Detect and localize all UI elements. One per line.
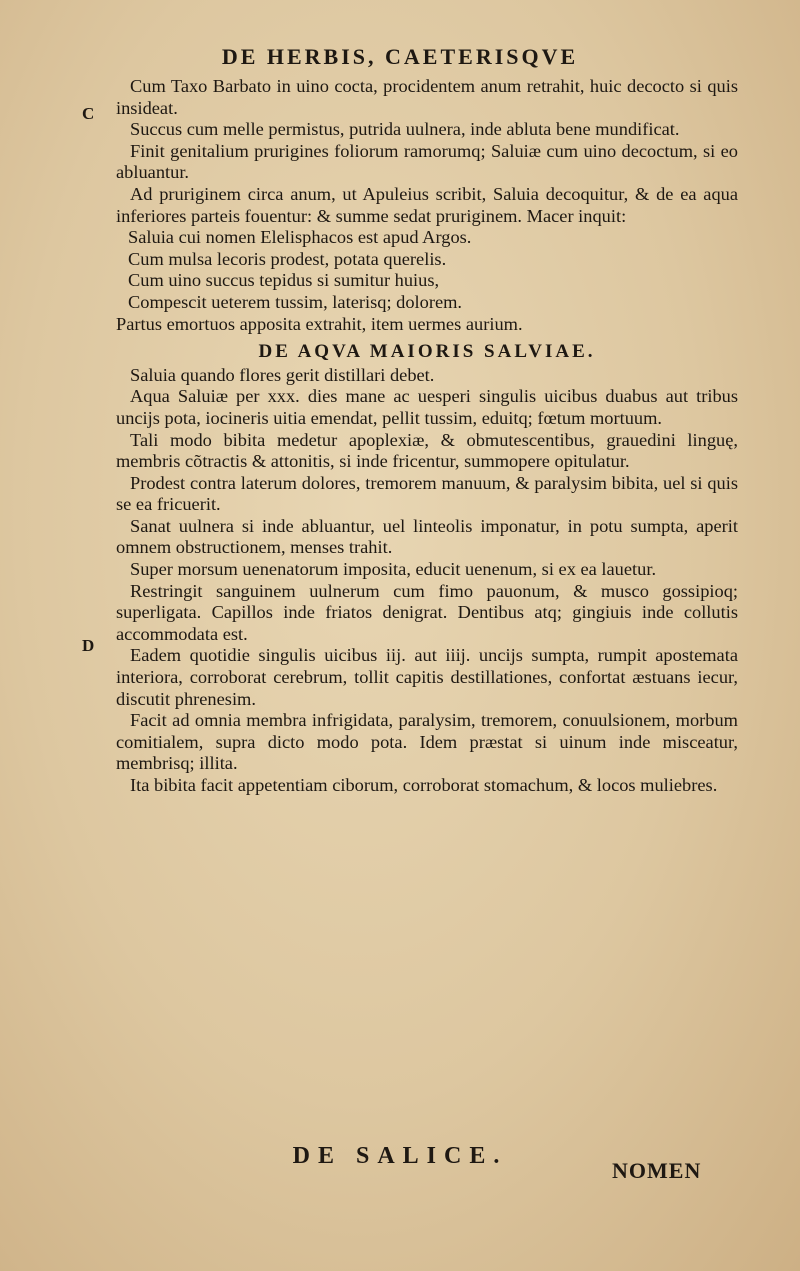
catchword: NOMEN [612,1158,702,1183]
paragraph: Tali modo bibita medetur apoplexiæ, & obmutescentibus, grauedini linguę, membris cõtractis & attonitis, si inde fricentur, summopere opitulatur. [116,429,738,472]
paragraph: Ad pruriginem circa anum, ut Apuleius scribit, Saluia decoquitur, & de ea aqua inferiores parteis fouentur: & summe sedat pruriginem. Macer inquit: [116,183,738,226]
verse-line: Cum uino succus tepidus si sumitur huius, [128,270,440,291]
paragraph: Prodest contra laterum dolores, tremorem manuum, & paralysim bibita, uel si quis se ea fricuerit. [116,472,738,515]
verse-line: Compescit ueterem tussim, laterisq; dolorem. [128,291,463,312]
paragraph: Aqua Saluiæ per xxx. dies mane ac uesperi singulis uicibus duabus aut tribus uncijs pota, iocineris uitia emendat, pellit tussim, eduitq; fœtum mortuum. [116,386,738,428]
running-head: DE HERBIS, CAETERISQVE [221,44,579,69]
text-after-heading [116,365,738,797]
margin-letter-d: D [82,636,95,655]
text-before-heading [116,76,738,335]
paragraph: Succus cum melle permistus, putrida uulnera, inde abluta bene mundificat. [130,119,680,140]
body-text [116,76,738,797]
paragraph: Eadem quotidie singulis uicibus iij. aut iiij. uncijs sumpta, rumpit apostemata interiora, corroborat cerebrum, tollit capitis destillationes, confortat æstuans iecur, discutit phrenesim. [116,645,738,709]
paragraph: Ita bibita facit appetentiam ciborum, corroborat stomachum, & locos muliebres. [130,775,718,795]
paragraph: Cum Taxo Barbato in uino cocta, procidentem anum retrahit, huic decocto si quis insideat. [116,76,738,118]
paragraph: Saluia quando flores gerit distillari debet. [130,364,435,385]
paragraph: Super morsum uenenatorum imposita, educit uenenum, si ex ea lauetur. [130,559,657,580]
next-chapter-title: DE SALICE. [292,1143,508,1169]
paragraph: Finit genitalium prurigines foliorum ramorumq; Saluiæ cum uino decoctum, si eo abluantur. [116,140,738,183]
paragraph: Partus emortuos apposita extrahit, item uermes aurium. [116,313,523,334]
verse-line: Saluia cui nomen Elelisphacos est apud Argos. [128,227,472,248]
paragraph: Restringit sanguinem uulnerum cum fimo pauonum, & musco gossipioq; superligata. Capillos inde friatos denigrat. Dentibus atq; gingiuis inde collutis accommodata est. [116,580,738,644]
paragraph: Facit ad omnia membra infrigidata, paralysim, tremorem, conuulsionem, morbum comitialem, supra dicto modo pota. Idem præstat si uinum inde misceatur, membrisq; illita. [116,710,738,774]
margin-letter-c: C [82,104,95,123]
verse-line: Cum mulsa lecoris prodest, potata querelis. [128,248,447,269]
paragraph: Sanat uulnera si inde abluantur, uel linteolis imponatur, in potu sumpta, aperit omnem obstructionem, menses trahit. [116,515,738,558]
section-heading: DE AQVA MAIORIS SALVIAE. [258,341,596,363]
